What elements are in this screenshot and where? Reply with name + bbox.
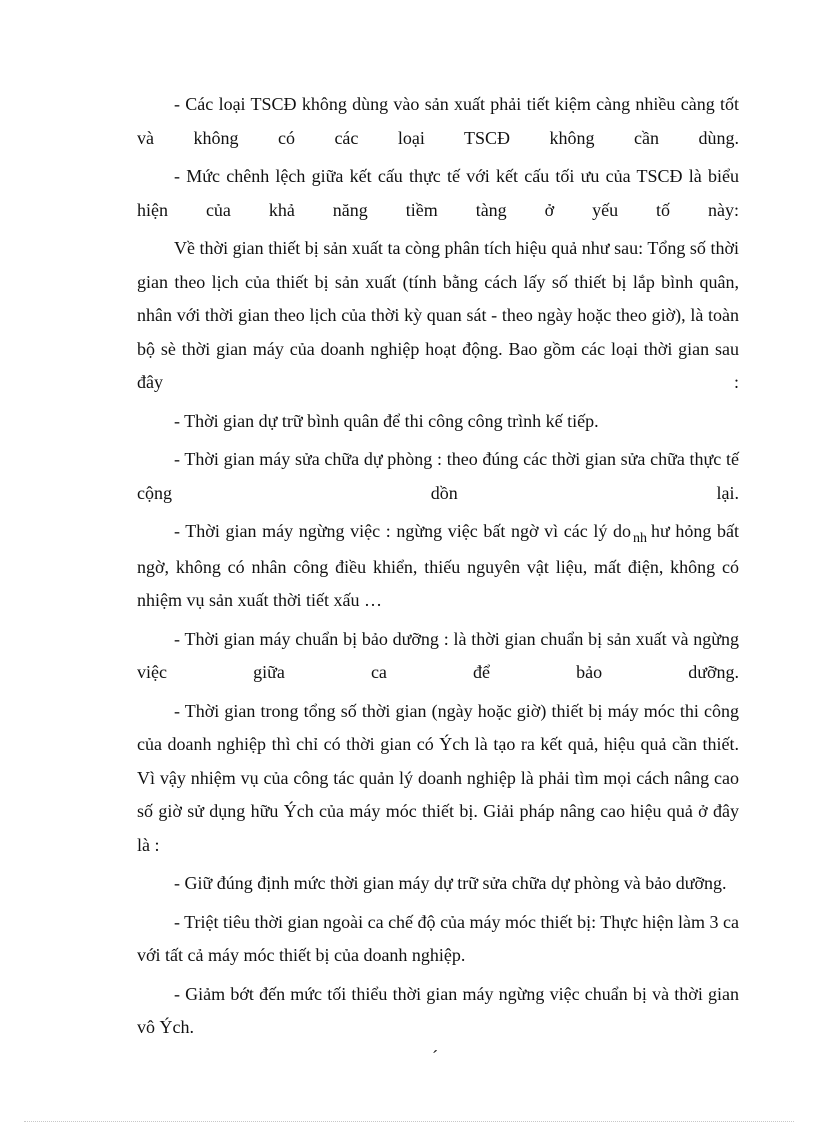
- paragraph-three-shifts: - Triệt tiêu thời gian ngoài ca chế độ của máy móc thiết bị: Thực hiện làm 3 ca với tất cả máy móc thiết bị của doanh nghiệp.: [137, 911, 739, 965]
- paragraph-keep-norms: - Giữ đúng định mức thời gian máy dự trữ sửa chữa dự phòng và bảo dưỡng.: [174, 873, 727, 893]
- paragraph-maintenance-time: - Thời gian máy chuẩn bị bảo dưỡng : là thời gian chuẩn bị sản xuất và ngừng việc giữa ca để bảo dưỡng.: [137, 628, 739, 682]
- downtime-text-end: hư hỏng bất ngờ, không có nhân công điều khiển, thiếu nguyên vật liệu, mất điện, không có nhiệm vụ sản xuất thời tiết xấu …: [137, 521, 739, 610]
- paragraph-repair-time: - Thời gian máy sửa chữa dự phòng : theo đúng các thời gian sửa chữa thực tế cộng dồn lại.: [137, 449, 739, 503]
- paragraph-structure-difference: - Mức chênh lệch giữa kết cấu thực tế với kết cấu tối ưu của TSCĐ là biểu hiện của khả năng tiềm tàng ở yếu tố này:: [137, 166, 739, 220]
- paragraph-useful-time: - Thời gian trong tổng số thời gian (ngày hoặc giờ) thiết bị máy móc thi công của doanh nghiệp thì chỉ có thời gian có Ých là tạo ra kết quả, hiệu quả cần thiết. Vì vậy nhiệm vụ của công tác quản lý doanh nghiệp là phải tìm mọi cách nâng cao số giờ sử dụng hữu Ých của máy móc thiết bị. Giải pháp nâng cao hiệu quả ở đây là :: [137, 700, 739, 855]
- paragraph-reserve-time: - Thời gian dự trữ bình quân để thi công công trình kế tiếp.: [174, 410, 599, 431]
- page-number-mark: ´: [432, 1047, 438, 1067]
- downtime-text-start: - Thời gian máy ngừng việc : ngừng việc bất ngờ vì các lý do: [174, 521, 631, 541]
- paragraph-unused-assets: - Các loại TSCĐ không dùng vào sản xuất phải tiết kiệm càng nhiều càng tốt và không có các loại TSCĐ không cần dùng.: [137, 94, 739, 148]
- paragraph-equipment-time: Về thời gian thiết bị sản xuất ta còng phân tích hiệu quả như sau: Tổng số thời gian theo lịch của thiết bị sản xuất (tính bằng cách lấy số thiết bị lắp bình quân, nhân với thời gian theo lịch của thời kỳ quan sát - theo ngày hoặc theo giờ), là toàn bộ sè thời gian máy của doanh nghiệp hoạt động. Bao gồm các loại thời gian sau đây :: [137, 238, 739, 392]
- paragraph-reduce-idle: - Giảm bớt đến mức tối thiểu thời gian máy ngừng việc chuẩn bị và thời gian vô Ých.: [137, 983, 739, 1037]
- page-bottom-divider: [24, 1121, 794, 1122]
- paragraph-downtime: [137, 515, 739, 618]
- downtime-subscript: nh: [632, 531, 647, 546]
- document-body: [137, 88, 739, 1050]
